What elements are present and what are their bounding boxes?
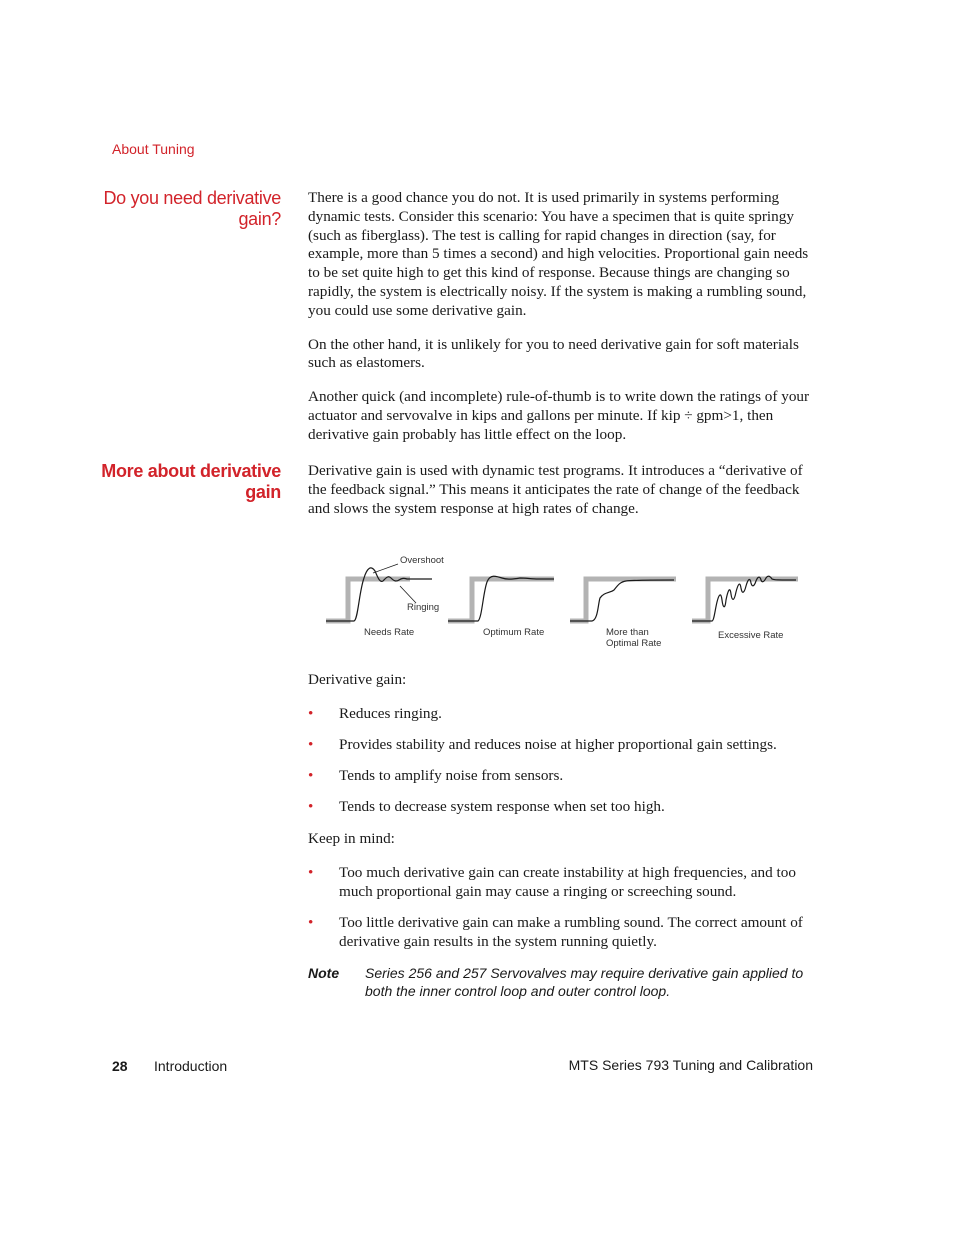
panel-optimum-rate <box>448 576 554 638</box>
derivative-gain-intro <box>308 671 816 690</box>
paragraph: On the other hand, it is unlikely for you to need derivative gain for soft materials such as elastomers. <box>308 335 799 372</box>
panel-excessive-rate <box>692 576 798 641</box>
list-item <box>308 864 816 902</box>
page-number: 28 <box>112 1058 128 1074</box>
list-item-text: Tends to decrease system response when set too high. <box>339 798 665 815</box>
list-item <box>308 705 816 724</box>
paragraph: Derivative gain: <box>308 671 407 688</box>
panel-needs-rate <box>326 555 444 638</box>
section1-body <box>308 189 816 445</box>
bullet-icon: • <box>308 767 314 784</box>
overshoot-arrow-icon <box>373 564 398 573</box>
list-item <box>308 798 816 817</box>
list-item <box>308 736 816 755</box>
section-heading-need-derivative-gain <box>100 188 281 230</box>
panel-label: Optimum Rate <box>483 627 545 638</box>
panel-label: More than <box>606 627 649 638</box>
paragraph: There is a good chance you do not. It is used primarily in systems performing dynamic tests. Consider this scenario: You have a specimen that is quite springy (such as fiberglass). The test is calling for rapid changes in direction (say, for example, more than 5 times a second) and high velocities. Proportional gain needs to be set quite high to get this kind of response. Because things are changing so rapidly, the system is electrically noisy. If the system is making a rumbling sound, you could use some derivative gain. <box>308 189 809 319</box>
bullet-icon: • <box>308 864 314 881</box>
bullet-icon: • <box>308 914 314 931</box>
step-input-icon <box>692 579 798 621</box>
footer-book-title: MTS Series 793 Tuning and Calibration <box>568 1057 813 1073</box>
panel-more-than-optimal-rate <box>570 579 676 649</box>
list-item-text: Provides stability and reduces noise at higher proportional gain settings. <box>339 736 777 753</box>
running-head: About Tuning <box>112 141 195 157</box>
list-item-text: Reduces ringing. <box>339 705 442 722</box>
bullet-icon: • <box>308 705 314 722</box>
list-item <box>308 914 816 952</box>
list-item-text: Too little derivative gain can make a rumbling sound. The correct amount of derivative gain results in the system running quietly. <box>339 914 803 950</box>
step-input-icon <box>448 579 554 621</box>
ringing-label: Ringing <box>407 602 440 613</box>
response-curve-icon <box>326 568 432 621</box>
section2-body <box>308 462 816 518</box>
section-heading-more-about-derivative-gain <box>100 461 281 503</box>
response-curve-icon <box>448 576 554 621</box>
list-item-text: Too much derivative gain can create instability at high frequencies, and too much proportional gain may cause a ringing or screeching sound. <box>339 864 796 900</box>
note-text: Series 256 and 257 Servovalves may require derivative gain applied to both the inner control loop and outer control loop. <box>365 965 804 999</box>
list-item-text: Tends to amplify noise from sensors. <box>339 767 564 784</box>
panel-label: Excessive Rate <box>718 630 784 641</box>
overshoot-label: Overshoot <box>400 555 444 566</box>
note-label: Note <box>308 965 340 981</box>
heading-line: gain? <box>238 209 281 229</box>
paragraph: Keep in mind: <box>308 830 395 847</box>
bullet-icon: • <box>308 798 314 815</box>
step-response-figure <box>320 548 810 658</box>
panel-label: Optimal Rate <box>606 638 662 649</box>
panel-label: Needs Rate <box>364 627 415 638</box>
ringing-arrow-icon <box>400 586 416 603</box>
note-block <box>308 964 816 1000</box>
heading-line: Do you need derivative <box>103 188 281 208</box>
heading-line: gain <box>245 482 281 502</box>
keep-in-mind-intro <box>308 830 816 849</box>
footer-section-name: Introduction <box>154 1058 228 1074</box>
bullet-icon: • <box>308 736 314 753</box>
step-input-icon <box>570 579 676 621</box>
step-input-icon <box>326 579 410 621</box>
paragraph: Another quick (and incomplete) rule-of-thumb is to write down the ratings of your actuator and servovalve in kips and gallons per minute. If kip ÷ gpm>1, then derivative gain probably has little effect on the loop. <box>308 388 810 443</box>
paragraph: Derivative gain is used with dynamic test programs. It introduces a “derivative of the feedback signal.” This means it anticipates the rate of change of the feedback and slows the system response at high rates of change. <box>308 462 803 517</box>
heading-line: More about derivative <box>101 461 281 481</box>
list-item <box>308 767 816 786</box>
